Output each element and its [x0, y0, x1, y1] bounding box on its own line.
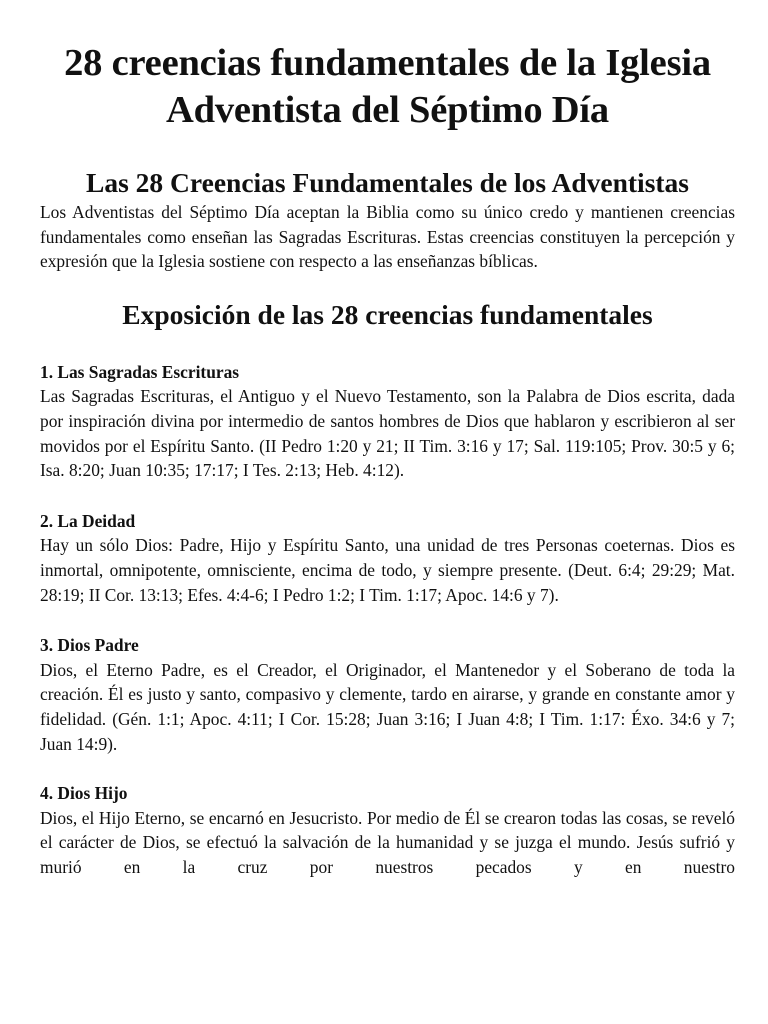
belief-heading: 2. La Deidad [40, 510, 136, 531]
document-page [40, 0, 735, 879]
belief-section [40, 360, 735, 483]
belief-text: Dios, el Eterno Padre, es el Creador, el Originador, el Mantenedor y el Soberano de toda la creación. Él es justo y santo, compasivo y clemente, tardo en airarse, y grande en constante amor y fidelidad. (Gén. 1:1; Apoc. 4:11; I Cor. 15:28; Juan 3:16; I Juan 4:8; I Tim. 1:17: Éxo. 34:6 y 7; Juan 14:9). [40, 659, 735, 754]
belief-heading: 3. Dios Padre [40, 635, 139, 656]
belief-text: Dios, el Hijo Eterno, se encarnó en Jesucristo. Por medio de Él se crearon todas las cosas, se reveló el carácter de Dios, se efectuó la salvación de la humanidad y se juzga el mundo. Jesús sufrió y murió en la cruz por nuestros pecados y en nuestro [40, 807, 735, 877]
belief-heading: 1. Las Sagradas Escrituras [40, 361, 240, 382]
belief-section [40, 633, 735, 756]
belief-section [40, 509, 735, 607]
belief-heading: 4. Dios Hijo [40, 783, 128, 804]
belief-text: Hay un sólo Dios: Padre, Hijo y Espíritu Santo, una unidad de tres Personas coeternas. Dios es inmortal, omnipotente, omnisciente, encima de todo, y siempre presente. (Deut. 6:4; 29:29; Mat. 28:19; II Cor. 13:13; Efes. 4:4-6; I Pedro 1:2; I Tim. 1:17; Apoc. 14:6 y 7). [40, 535, 735, 605]
intro-paragraph: Los Adventistas del Séptimo Día aceptan la Biblia como su único credo y mantienen creencias fundamentales como enseñan las Sagradas Escrituras. Estas creencias constituyen la percepción y expresión que la Iglesia sostiene con respecto a las enseñanzas bíblicas. [40, 202, 735, 272]
belief-text: Las Sagradas Escrituras, el Antiguo y el Nuevo Testamento, son la Palabra de Dios escrita, dada por inspiración divina por intermedio de santos hombres de Dios que hablaron y escribieron al ser movidos por el Espíritu Santo. (II Pedro 1:20 y 21; II Tim. 3:16 y 17; Sal. 119:105; Prov. 30:5 y 6; Isa. 8:20; Juan 10:35; 17:17; I Tes. 2:13; Heb. 4:12). [40, 386, 735, 481]
document-subtitle: Las 28 Creencias Fundamentales de los Adventistas [86, 167, 689, 198]
document-title: 28 creencias fundamentales de la Iglesia Adventista del Séptimo Día [64, 42, 711, 131]
section-heading: Exposición de las 28 creencias fundamentales [122, 298, 653, 330]
belief-section [40, 781, 735, 879]
